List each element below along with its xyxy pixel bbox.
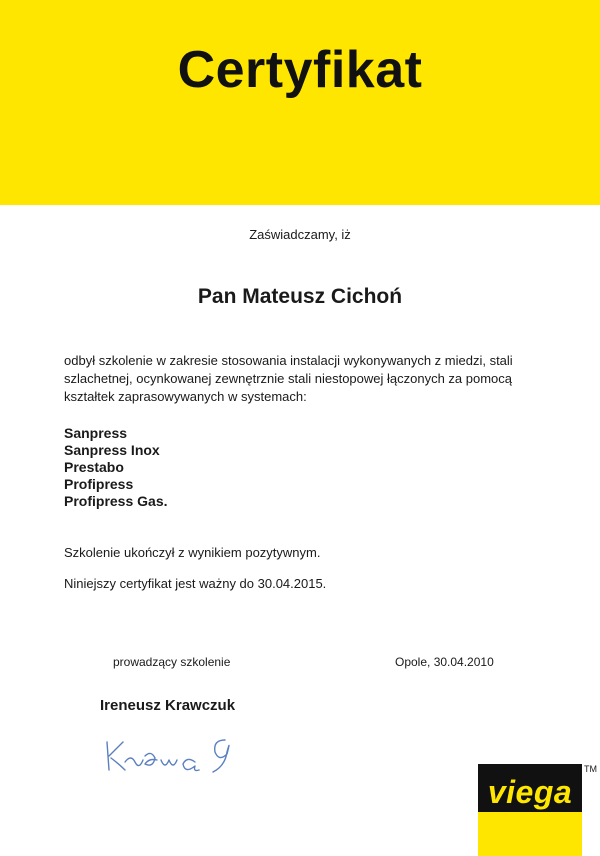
signature-image — [95, 720, 275, 790]
systems-list — [64, 425, 168, 510]
trainer-name: Ireneusz Krawczuk — [100, 697, 236, 714]
system-item: Profipress — [64, 476, 134, 492]
system-item: Sanpress — [64, 425, 128, 441]
intro-text: Zaświadczamy, iż — [249, 227, 351, 242]
logo-wordmark: viega — [487, 774, 573, 810]
recipient-name: Pan Mateusz Cichoń — [197, 285, 403, 308]
header-banner — [0, 0, 600, 205]
trademark-mark: TM — [584, 764, 597, 774]
trainer-label: prowadzący szkolenie — [113, 655, 231, 669]
certificate-title: Certyfikat — [177, 41, 423, 99]
result-text: Szkolenie ukończył z wynikiem pozytywnym. — [64, 545, 321, 560]
system-item: Sanpress Inox — [64, 442, 160, 458]
system-item: Prestabo — [64, 459, 124, 475]
system-item: Profipress Gas. — [64, 493, 168, 509]
training-description: odbył szkolenie w zakresie stosowania instalacji wykonywanych z miedzi, stali szlachetnej, ocynkowanej zewnętrznie stali niestopowej łączonych za pomocą kształtek zaprasowywanych w systemach: — [64, 353, 513, 404]
place-date: Opole, 30.04.2010 — [395, 655, 494, 669]
validity-text: Niniejszy certyfikat jest ważny do 30.04.2015. — [64, 576, 327, 591]
viega-logo — [478, 764, 582, 856]
